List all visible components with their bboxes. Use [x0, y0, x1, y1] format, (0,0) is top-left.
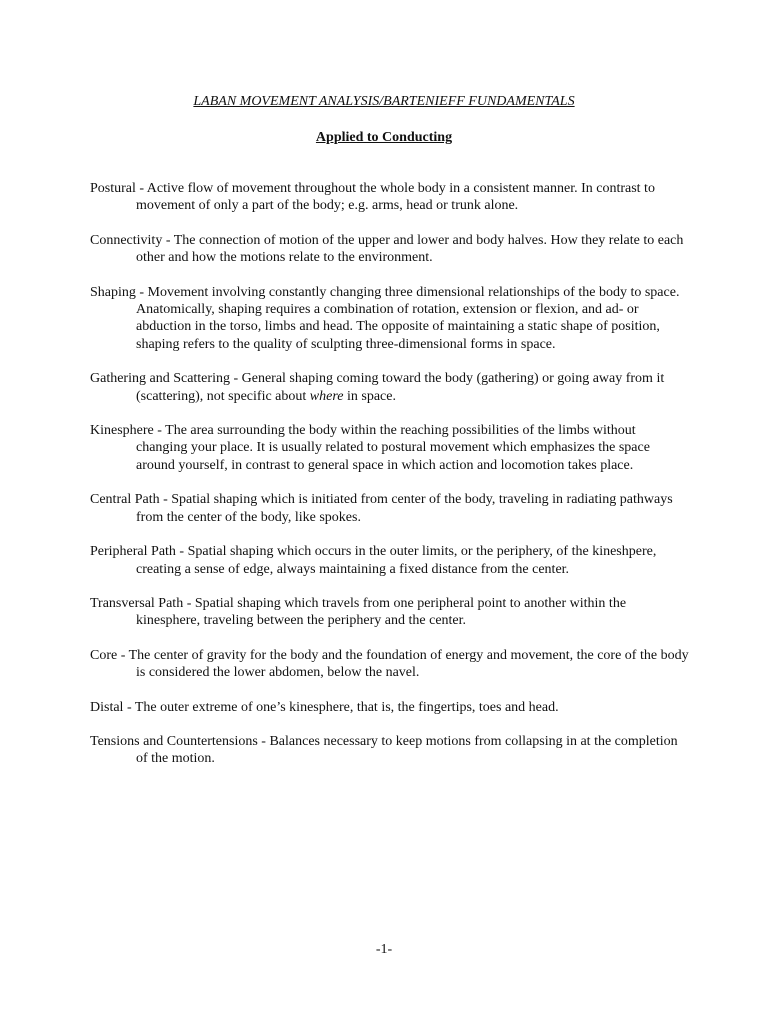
- definition-shaping: Shaping - Movement involving constantly changing three dimensional relationships of the body to space. Anatomically, shaping requires a combination of rotation, extension or flexion, and ad- or abduction in the torso, limbs and head. The opposite of maintaining a static shape of position, shaping refers to the quality of sculpting three-dimensional forms in space.: [90, 284, 680, 352]
- definition-text: in space.: [343, 388, 396, 404]
- definition-distal: Distal - The outer extreme of one’s kinesphere, that is, the fingertips, toes and head.: [90, 699, 559, 715]
- definition-postural: Postural - Active flow of movement throughout the whole body in a consistent manner. In contrast to movement of only a part of the body; e.g. arms, head or trunk alone.: [90, 181, 655, 214]
- definition-text: Gathering and Scattering - General shaping coming toward the body (gathering) or going away from it (scattering), not specific about: [90, 371, 665, 404]
- document-subtitle: Applied to Conducting: [315, 130, 453, 145]
- page-number: -1-: [375, 942, 393, 957]
- definition-core: Core - The center of gravity for the body and the foundation of energy and movement, the core of the body is considered the lower abdomen, below the navel.: [90, 647, 689, 681]
- definition-gathering-scattering: [90, 370, 690, 405]
- definition-tensions: Tensions and Countertensions - Balances necessary to keep motions from collapsing in at the completion of the motion.: [90, 733, 678, 767]
- definitions-list: [90, 180, 690, 785]
- emphasis-where: where: [309, 388, 344, 404]
- definition-kinesphere: Kinesphere - The area surrounding the body within the reaching possibilities of the limbs without changing your place. It is usually related to postural movement which emphasizes the space around yourself, in contrast to general space in which action and locomotion takes place.: [90, 423, 650, 473]
- definition-connectivity: Connectivity - The connection of motion of the upper and lower and body halves. How they relate to each other and how the motions relate to the environment.: [90, 232, 684, 266]
- definition-central-path: Central Path - Spatial shaping which is initiated from center of the body, traveling in radiating pathways from the center of the body, like spokes.: [90, 492, 673, 525]
- document-title: LABAN MOVEMENT ANALYSIS/BARTENIEFF FUNDAMENTALS: [193, 94, 575, 109]
- definition-transversal-path: Transversal Path - Spatial shaping which travels from one peripheral point to another within the kinesphere, traveling between the periphery and the center.: [90, 595, 627, 629]
- definition-peripheral-path: Peripheral Path - Spatial shaping which occurs in the outer limits, or the periphery, of the kineshpere, creating a sense of edge, always maintaining a fixed distance from the center.: [90, 544, 657, 577]
